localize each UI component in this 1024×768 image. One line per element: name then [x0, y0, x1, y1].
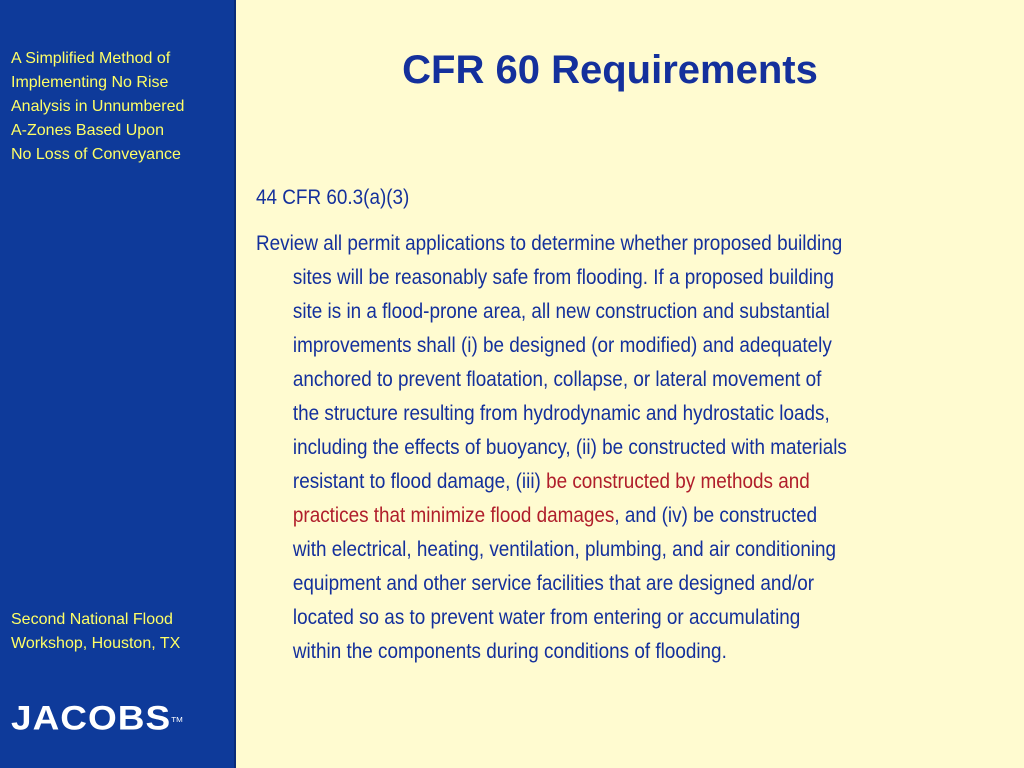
text-segment: site is in a flood-prone area, all new construction and substantial — [292, 300, 830, 323]
regulation-citation: 44 CFR 60.3(a)(3) — [256, 186, 410, 209]
slide-title: CFR 60 Requirements — [402, 48, 818, 92]
text-segment: with electrical, heating, ventilation, plumbing, and air conditioning — [292, 538, 837, 561]
presentation-title-line: A Simplified Method of — [11, 50, 171, 67]
event-caption — [11, 608, 233, 656]
slide-content — [256, 181, 922, 669]
text-segment: located so as to prevent water from entering or accumulating — [292, 606, 801, 629]
presentation-title-line: No Loss of Conveyance — [11, 146, 181, 163]
presentation-title-line: A-Zones Based Upon — [11, 122, 164, 139]
highlighted-requirement: be constructed by methods and — [546, 470, 810, 493]
text-segment: resistant to flood damage, (iii) — [292, 470, 547, 493]
regulation-text-line — [256, 499, 922, 533]
text-segment: Review all permit applications to determine whether proposed building — [256, 232, 843, 255]
text-segment: sites will be reasonably safe from flooding. If a proposed building — [292, 266, 834, 289]
regulation-text-line — [256, 295, 922, 329]
jacobs-logo — [11, 698, 183, 738]
trademark-mark: TM — [171, 715, 183, 724]
logo-wordmark: JACOBS — [11, 698, 172, 737]
text-segment: , and (iv) be constructed — [614, 504, 818, 527]
regulation-text-line — [256, 465, 922, 499]
regulation-text-line — [256, 567, 922, 601]
regulation-text-line — [256, 431, 922, 465]
regulation-text-line — [256, 363, 922, 397]
text-segment: the structure resulting from hydrodynamic and hydrostatic loads, — [292, 402, 830, 425]
regulation-text-line — [256, 397, 922, 431]
presentation-title — [11, 47, 233, 167]
presentation-title-line: Implementing No Rise — [11, 74, 169, 91]
text-segment: equipment and other service facilities that are designed and/or — [292, 572, 815, 595]
highlighted-requirement: practices that minimize flood damages — [292, 504, 615, 527]
regulation-text-line — [256, 329, 922, 363]
regulation-text-line — [256, 227, 922, 261]
event-caption-line: Second National Flood — [11, 611, 173, 628]
regulation-text-line — [256, 601, 922, 635]
presentation-title-line: Analysis in Unnumbered — [11, 98, 185, 115]
text-segment: improvements shall (i) be designed (or modified) and adequately — [292, 334, 832, 357]
text-segment: within the components during conditions of flooding. — [292, 640, 727, 663]
regulation-text-line — [256, 261, 922, 295]
sidebar — [0, 0, 236, 768]
text-segment: including the effects of buoyancy, (ii) be constructed with materials — [292, 436, 847, 459]
event-caption-line: Workshop, Houston, TX — [11, 635, 181, 652]
regulation-text — [256, 227, 922, 669]
regulation-text-line — [256, 635, 922, 669]
regulation-text-line — [256, 533, 922, 567]
text-segment: anchored to prevent floatation, collapse, or lateral movement of — [292, 368, 822, 391]
